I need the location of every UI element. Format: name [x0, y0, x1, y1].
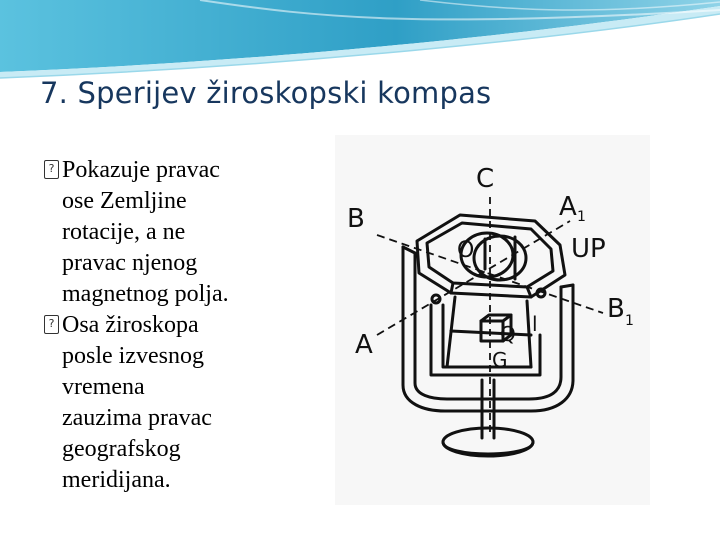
- bullet-line: pravac njenog: [62, 250, 198, 276]
- label-b1: B: [607, 294, 625, 324]
- label-c: C: [476, 164, 495, 194]
- bullet-line: posle izvesnog: [62, 343, 204, 369]
- bullet-line: Osa žiroskopa: [62, 312, 199, 338]
- bullet-item: [44, 310, 344, 496]
- bullet-line: magnetnog polja.: [62, 281, 229, 307]
- label-a: A: [355, 330, 373, 360]
- label-b1-sub: 1: [625, 313, 634, 329]
- bullet-line: Pokazuje pravac: [62, 157, 220, 183]
- bullet-line: ose Zemljine: [62, 188, 187, 214]
- label-g: G: [492, 348, 508, 372]
- label-a1: A: [559, 192, 577, 222]
- bullet-line: zauzima pravac: [62, 405, 212, 431]
- label-up: UP: [571, 234, 606, 264]
- label-o: O: [457, 238, 475, 263]
- bullet-line: rotacije, a ne: [62, 219, 186, 245]
- bullet-line: geografskog: [62, 436, 181, 462]
- bullet-list: [44, 155, 344, 496]
- slide-title: 7. Sperijev žiroskopski kompas: [40, 76, 492, 110]
- label-b: B: [347, 204, 365, 234]
- bullet-glyph-icon: ?: [44, 160, 59, 179]
- bullet-line: vremena: [62, 374, 145, 400]
- gyrocompass-diagram-icon: [335, 135, 650, 505]
- label-a1-sub: 1: [577, 209, 586, 225]
- bullet-glyph-icon: ?: [44, 315, 59, 334]
- bullet-line: meridijana.: [62, 467, 171, 493]
- bullet-item: [44, 155, 344, 310]
- label-l: l: [532, 312, 538, 336]
- label-q: Q: [500, 322, 516, 346]
- gyrocompass-figure: [335, 135, 650, 505]
